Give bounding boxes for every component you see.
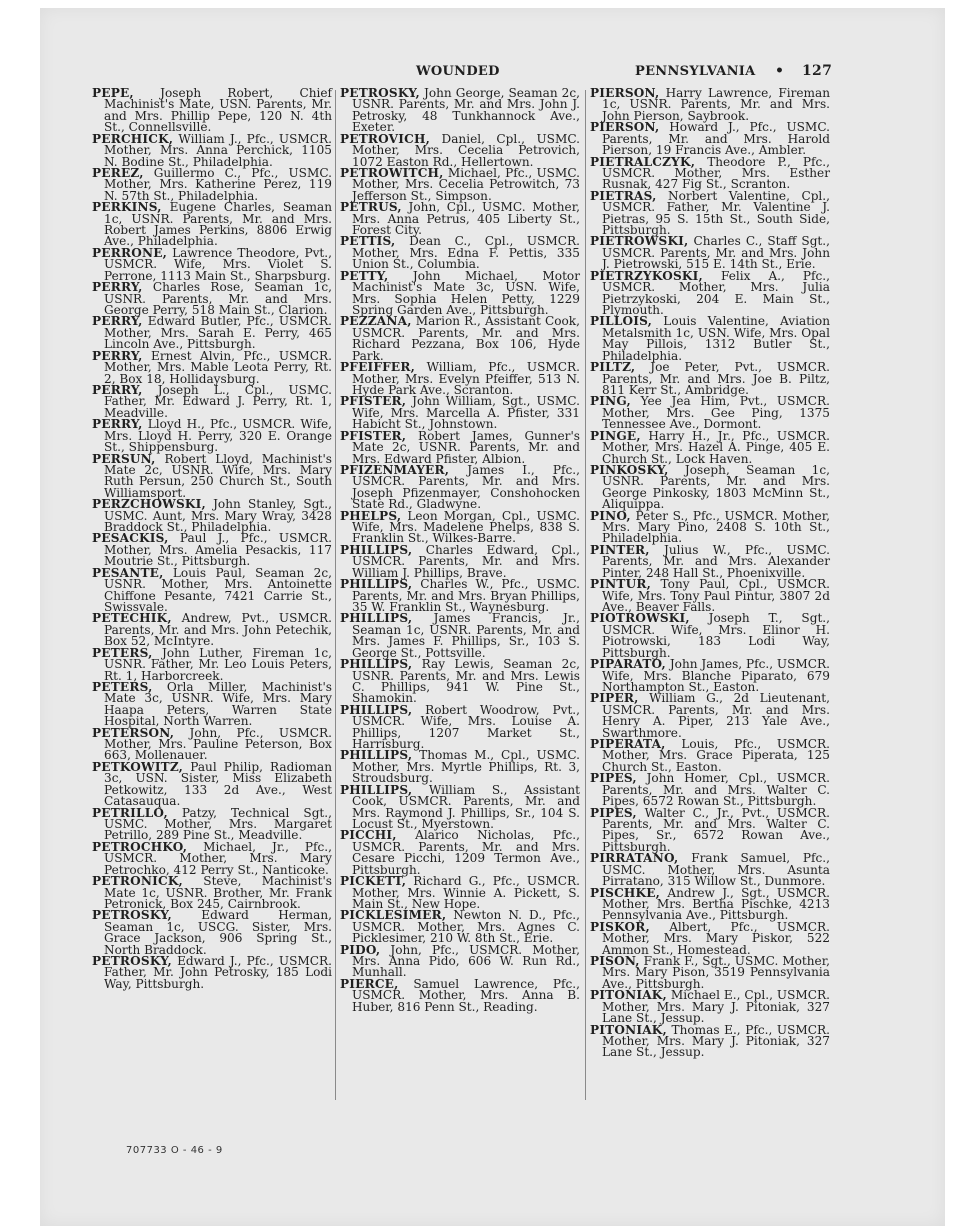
casualty-entry bbox=[590, 122, 830, 156]
entry-surname: PETTY, bbox=[340, 268, 389, 283]
casualty-entry bbox=[92, 88, 332, 134]
entry-surname: PETROSKY, bbox=[340, 86, 420, 100]
print-code: 707733 O - 46 - 9 bbox=[126, 1145, 223, 1156]
casualty-entry bbox=[590, 990, 830, 1024]
casualty-entry bbox=[340, 316, 580, 362]
entry-details: Michael E., Cpl., USMCR. Mother, Mrs. Mary J. Pitoniak, 327 Lane St., Jessup. bbox=[602, 988, 830, 1026]
entry-surname: PETROWITCH, bbox=[340, 165, 444, 180]
entry-surname: PETTIS, bbox=[340, 234, 396, 249]
entry-surname: PFISTER, bbox=[340, 394, 407, 409]
entry-surname: PETERS, bbox=[92, 679, 153, 694]
entry-surname: PIERSON, bbox=[590, 86, 660, 100]
casualty-entry bbox=[590, 956, 830, 990]
casualty-entry bbox=[590, 316, 830, 362]
casualty-entry bbox=[590, 462, 830, 512]
casualty-entry bbox=[340, 876, 580, 910]
entry-surname: PICKETT, bbox=[340, 874, 407, 889]
entry-details: William S., Assistant Cook, USMCR. Parents, Mr. and Mrs. Raymond J. Phillips, Sr., 104 S. Locust St., Myerstown. bbox=[352, 782, 580, 831]
entry-details: Newton N. D., Pfc., USMCR. Mother, Mrs. Agnes C. Picklesimer, 210 W. 8th St., Erie. bbox=[352, 908, 580, 946]
page-number: 127 bbox=[802, 63, 833, 79]
entry-surname: PIETRAS, bbox=[590, 188, 657, 203]
casualty-entry bbox=[92, 876, 332, 910]
entry-details: Charles W., Pfc., USMC. Parents, Mr. and Mrs. Bryan Phillips, 35 W. Franklin St., Waynesburg. bbox=[352, 577, 580, 614]
entry-surname: PIDO, bbox=[340, 942, 381, 957]
entry-details: Louis Paul, Seaman 2c, USNR. Mother, Mrs. Antoinette Chiffone Pesante, 7421 Carrie St., Swissvale. bbox=[104, 565, 332, 614]
casualty-entry bbox=[590, 188, 830, 238]
entry-surname: PIETRALCZYK, bbox=[590, 154, 696, 169]
casualty-entry bbox=[590, 579, 830, 613]
casualty-entry bbox=[340, 165, 580, 203]
entry-surname: PEPE, bbox=[92, 86, 134, 100]
entry-details: Joe Peter, Pvt., USMCR. Parents, Mr. and Mrs. Joe B. Piltz, 811 Kerr St., Ambridge. bbox=[602, 360, 830, 397]
column-2 bbox=[340, 88, 580, 1013]
entry-details: Frank Samuel, Pfc., USMC. Mother, Mrs. Asunta Pirratano, 315 Willow St., Dunmore. bbox=[602, 851, 830, 889]
section-title: WOUNDED bbox=[416, 64, 500, 79]
entry-surname: PINKOSKY, bbox=[590, 462, 669, 477]
entry-details: Ernest Alvin, Pfc., USMCR. Mother, Mrs. Mable Leota Perry, Rt. 2, Box 18, Hollidaysburg. bbox=[104, 348, 332, 386]
entry-details: John James, Pfc., USMCR. Wife, Mrs. Blanche Piparato, 679 Northampton St., Easton. bbox=[602, 657, 830, 694]
entry-surname: PHILLIPS, bbox=[340, 782, 413, 797]
entry-surname: PIOTROWSKI, bbox=[590, 611, 690, 626]
entry-details: Charles Rose, Seaman 1c, USNR. Parents, Mr. and Mrs. George Perry, 518 Main St., Clarion. bbox=[104, 280, 332, 318]
entry-details: Orla Miller, Machinist's Mate 3c, USNR. Wife, Mrs. Mary Haapa Peters, Warren State Hospital, North Warren. bbox=[104, 679, 332, 729]
casualty-entry bbox=[340, 542, 580, 580]
entry-details: John, Pfc., USMCR. Mother, Mrs. Pauline Peterson, Box 663, Mollenauer. bbox=[104, 725, 332, 763]
casualty-entry bbox=[340, 702, 580, 752]
entry-surname: PESANTE, bbox=[92, 565, 164, 580]
entry-surname: PERSUN, bbox=[92, 451, 156, 466]
casualty-entry bbox=[590, 428, 830, 466]
casualty-entry bbox=[92, 348, 332, 386]
casualty-entry bbox=[92, 419, 332, 453]
entry-details: Harry Lawrence, Fireman 1c, USNR. Parents, Mr. and Mrs. John Pierson, Saybrook. bbox=[602, 86, 830, 123]
casualty-entry bbox=[340, 236, 580, 270]
entry-surname: PICCHI, bbox=[340, 828, 397, 843]
entry-details: Frank F., Sgt., USMC. Mother, Mrs. Mary Pison, 3519 Pennsylvania Ave., Pittsburgh. bbox=[602, 954, 830, 991]
entry-details: Robert Lloyd, Machinist's Mate 2c, USNR. Wife, Mrs. Mary Ruth Persun, 250 Church St., South Williamsport. bbox=[104, 451, 332, 500]
entry-details: Paul J., Pfc., USMCR. Mother, Mrs. Amelia Pesackis, 117 Moutrie St., Pittsburgh. bbox=[104, 531, 332, 569]
state-title: PENNSYLVANIA bbox=[635, 64, 756, 79]
entry-details: John, Pfc., USMCR. Mother, Mrs. Anna Pido, 606 W. Run Rd., Munhall. bbox=[352, 942, 580, 980]
entry-surname: PFEIFFER, bbox=[340, 360, 416, 375]
entry-surname: PETERS, bbox=[92, 645, 153, 660]
entry-surname: PERCHICK, bbox=[92, 131, 174, 146]
casualty-entry bbox=[340, 782, 580, 831]
casualty-entry bbox=[340, 830, 580, 876]
casualty-entry bbox=[340, 362, 580, 396]
entry-surname: PESACKIS, bbox=[92, 531, 169, 546]
entry-details: John Luther, Fireman 1c, USNR. Father, Mr. Leo Louis Peters, Rt. 1, Harborcreek. bbox=[104, 645, 332, 683]
entry-surname: PISCHKE, bbox=[590, 885, 661, 900]
entry-surname: PIPERATA, bbox=[590, 737, 666, 752]
entry-details: Edward Herman, Seaman 1c, USCG. Sister, Mrs. Grace Jackson, 906 Spring St., North Braddock. bbox=[104, 908, 332, 957]
entry-details: John Stanley, Sgt., USMC. Aunt, Mrs. Mary Wray, 3428 Braddock St., Philadelphia. bbox=[104, 497, 332, 535]
casualty-entry bbox=[92, 565, 332, 614]
casualty-entry bbox=[92, 499, 332, 533]
entry-surname: PHILLIPS, bbox=[340, 657, 413, 672]
entry-details: Guillermo C., Pfc., USMC. Mother, Mrs. Katherine Perez, 119 N. 57th St., Philadelphia. bbox=[104, 165, 332, 203]
entry-details: Michael, Jr., Pfc., USMCR. Mother, Mrs. Mary Petrochko, 412 Perry St., Nanticoke. bbox=[104, 839, 332, 877]
entry-surname: PILLOIS, bbox=[590, 314, 653, 329]
entry-details: Richard G., Pfc., USMCR. Mother, Mrs. Winnie A. Pickett, S. Main St., New Hope. bbox=[352, 874, 580, 911]
entry-details: Joseph T., Sgt., USMCR. Wife, Mrs. Elinor H. Piotrowski, 183 Lodi Way, Pittsburgh. bbox=[602, 611, 830, 660]
entry-surname: PIPARATO, bbox=[590, 657, 666, 672]
entry-details: Joseph, Seaman 1c, USNR. Parents, Mr. and Mrs. George Pinkosky, 1803 McMinn St., Aliquippa. bbox=[602, 462, 830, 512]
entry-details: Harry H., Jr., Pfc., USMCR. Mother, Mrs. Hazel A. Pinge, 405 E. Church St., Lock Haven. bbox=[602, 428, 830, 466]
entry-details: Lawrence Theodore, Pvt., USMCR. Wife, Mrs. Violet S. Perrone, 1113 Main St., Sharpsburg. bbox=[104, 245, 332, 283]
casualty-entry bbox=[590, 362, 830, 396]
casualty-entry bbox=[590, 88, 830, 122]
entry-details: Ray Lewis, Seaman 2c, USNR. Parents, Mr. and Mrs. Lewis C. Phillips, 941 W. Pine St., Shamokin. bbox=[352, 657, 580, 706]
column-divider bbox=[335, 90, 336, 1100]
entry-details: Dean C., Cpl., USMCR. Mother, Mrs. Edna F. Pettis, 335 Union St., Columbia. bbox=[352, 234, 580, 272]
entry-surname: PILTZ, bbox=[590, 360, 636, 375]
entry-surname: PHELPS, bbox=[340, 508, 402, 523]
casualty-entry bbox=[92, 245, 332, 283]
entry-surname: PITONIAK, bbox=[590, 1022, 667, 1037]
casualty-entry bbox=[340, 579, 580, 613]
casualty-entry bbox=[92, 451, 332, 500]
entry-details: Tony Paul, Cpl., USMCR. Wife, Mrs. Tony Paul Pintur, 3807 2d Ave., Beaver Falls. bbox=[602, 577, 830, 614]
entry-surname: PIPES, bbox=[590, 805, 637, 820]
casualty-entry bbox=[340, 508, 580, 546]
casualty-entry bbox=[590, 1022, 830, 1060]
entry-details: Albert, Pfc., USMCR. Mother, Mrs. Mary Piskor, 522 Ammon St., Homestead. bbox=[602, 919, 830, 957]
header-bullet: • bbox=[775, 63, 785, 79]
entry-surname: PING, bbox=[590, 394, 631, 409]
entry-surname: PICKLESIMER, bbox=[340, 908, 447, 923]
casualty-entry bbox=[590, 885, 830, 923]
entry-details: Joseph Robert, Chief Machinist's Mate, USN. Parents, Mr. and Mrs. Phillip Pepe, 120 N. 4th St., Connellsville. bbox=[104, 86, 332, 135]
casualty-entry bbox=[340, 88, 580, 134]
entry-details: Joseph L., Cpl., USMC. Father, Mr. Edward J. Perry, Rt. 1, Meadville. bbox=[104, 382, 332, 420]
casualty-entry bbox=[340, 131, 580, 169]
casualty-entry bbox=[92, 613, 332, 647]
entry-surname: PIPER, bbox=[590, 691, 639, 706]
casualty-entry bbox=[92, 282, 332, 316]
entry-surname: PERRY, bbox=[92, 382, 143, 397]
entry-surname: PHILLIPS, bbox=[340, 611, 413, 626]
entry-details: Julius W., Pfc., USMC. Parents, Mr. and Mrs. Alexander Pinter, 248 Hall St., Phoenixville. bbox=[602, 542, 830, 580]
entry-details: Louis, Pfc., USMCR. Mother, Mrs. Grace Piperata, 125 Church St., Easton. bbox=[602, 737, 830, 774]
casualty-entry bbox=[590, 659, 830, 693]
casualty-entry bbox=[590, 396, 830, 430]
casualty-entry bbox=[590, 739, 830, 773]
entry-details: John, Cpl., USMC. Mother, Mrs. Anna Petrus, 405 Liberty St., Forest City. bbox=[352, 200, 580, 238]
entry-surname: PHILLIPS, bbox=[340, 577, 413, 592]
entry-details: Marion R., Assistant Cook, USMCR. Parents, Mr. and Mrs. Richard Pezzana, Box 106, Hyde Park. bbox=[352, 314, 580, 363]
entry-surname: PISON, bbox=[590, 954, 640, 969]
casualty-entry bbox=[92, 165, 332, 203]
entry-surname: PINTUR, bbox=[590, 577, 652, 592]
casualty-entry bbox=[340, 428, 580, 466]
column-divider bbox=[585, 90, 586, 1100]
entry-surname: PERRY, bbox=[92, 314, 143, 329]
casualty-entry bbox=[92, 910, 332, 956]
casualty-entry bbox=[92, 725, 332, 763]
entry-surname: PIPES, bbox=[590, 771, 637, 786]
casualty-entry bbox=[92, 202, 332, 248]
entry-surname: PERKINS, bbox=[92, 200, 162, 215]
casualty-entry bbox=[590, 268, 830, 318]
casualty-entry bbox=[340, 462, 580, 512]
entry-details: Charles C., Staff Sgt., USMCR. Parents, Mr. and Mrs. John J. Pietrowski, 515 E. 14th St., Erie. bbox=[602, 234, 830, 272]
casualty-entry bbox=[590, 613, 830, 659]
entry-details: Charles Edward, Cpl., USMCR. Parents, Mr. and Mrs. William J. Phillips, Brave. bbox=[352, 542, 580, 580]
entry-surname: PHILLIPS, bbox=[340, 542, 413, 557]
entry-details: Samuel Lawrence, Pfc., USMCR. Mother, Mrs. Anna B. Huber, 816 Penn St., Reading. bbox=[352, 976, 580, 1014]
column-3 bbox=[590, 88, 830, 1059]
document-page bbox=[40, 8, 945, 1226]
casualty-entry bbox=[92, 805, 332, 843]
entry-details: William G., 2d Lieutenant, USMCR. Parents, Mr. and Mrs. Henry A. Piper, 213 Yale Ave., Swarthmore. bbox=[602, 691, 830, 740]
entry-details: Paul Philip, Radioman 3c, USN. Sister, Miss Elizabeth Petkowitz, 133 2d Ave., West Catasauqua. bbox=[104, 759, 332, 809]
entry-details: James I., Pfc., USMCR. Parents, Mr. and Mrs. Joseph Pfizenmayer, Conshohocken State Rd., Gladwyne. bbox=[352, 462, 580, 512]
entry-details: Alarico Nicholas, Pfc., USMCR. Parents, Mr. and Mrs. Cesare Picchi, 1209 Termon Ave., Pittsburgh. bbox=[352, 828, 580, 877]
entry-surname: PIERSON, bbox=[590, 120, 660, 135]
entry-details: Steve, Machinist's Mate 1c, USNR. Brother, Mr. Frank Petronick, Box 245, Cairnbrook. bbox=[104, 874, 332, 911]
casualty-entry bbox=[92, 839, 332, 877]
entry-details: Eugene Charles, Seaman 1c, USNR. Parents, Mr. and Mrs. Robert James Perkins, 8806 Erwig Ave., Philadelphia. bbox=[104, 200, 332, 249]
entry-details: William, Pfc., USMCR. Mother, Mrs. Evelyn Pfeiffer, 513 N. Hyde Park Ave., Scranton. bbox=[352, 360, 580, 397]
entry-surname: PHILLIPS, bbox=[340, 748, 413, 763]
casualty-entry bbox=[340, 659, 580, 705]
entry-details: Louis Valentine, Aviation Metalsmith 1c, USN. Wife, Mrs. Opal May Pillois, 1312 Butler St., Philadelphia. bbox=[602, 314, 830, 363]
entry-details: John Michael, Motor Machinist's Mate 3c, USN. Wife, Mrs. Sophia Helen Petty, 1229 Spring Garden Ave., Pittsburgh. bbox=[352, 268, 580, 318]
entry-details: Norbert Valentine, Cpl., USMCR. Father, Mr. Valentine J. Pietras, 95 S. 15th St., South Side, Pittsburgh. bbox=[602, 188, 830, 238]
entry-details: Robert James, Gunner's Mate 2c, USNR. Parents, Mr. and Mrs. Edward Pfister, Albion. bbox=[352, 428, 580, 466]
entry-surname: PIETRZYKOSKI, bbox=[590, 268, 703, 283]
entry-surname: PERZCHOWSKI, bbox=[92, 497, 206, 512]
entry-details: William J., Pfc., USMCR. Mother, Mrs. Anna Perchick, 1105 N. Bodine St., Philadelphia. bbox=[104, 131, 332, 169]
entry-details: Lloyd H., Pfc., USMCR. Wife, Mrs. Lloyd H. Perry, 320 E. Orange St., Shippensburg. bbox=[104, 417, 332, 455]
casualty-entry bbox=[340, 613, 580, 659]
entry-surname: PETROCHKO, bbox=[92, 839, 188, 854]
casualty-entry bbox=[590, 919, 830, 957]
entry-surname: PIRRATANO, bbox=[590, 851, 679, 866]
entry-details: John Homer, Cpl., USMCR. Parents, Mr. and Mrs. Walter C. Pipes, 6572 Rowan St., Pittsburgh. bbox=[602, 771, 830, 809]
entry-details: Edward Butler, Pfc., USMCR. Mother, Mrs. Sarah E. Perry, 465 Lincoln Ave., Pittsburgh. bbox=[104, 314, 332, 352]
casualty-entry bbox=[590, 773, 830, 807]
entry-surname: PETKOWITZ, bbox=[92, 759, 184, 774]
casualty-entry bbox=[340, 268, 580, 318]
casualty-entry bbox=[340, 202, 580, 236]
entry-details: Thomas E., Pfc., USMCR. Mother, Mrs. Mary J. Pitoniak, 327 Lane St., Jessup. bbox=[602, 1022, 830, 1060]
entry-surname: PERRY, bbox=[92, 348, 143, 363]
page-header bbox=[40, 64, 945, 84]
entry-surname: PFIZENMAYER, bbox=[340, 462, 450, 477]
entry-surname: PINTER, bbox=[590, 542, 650, 557]
casualty-entry bbox=[340, 396, 580, 430]
casualty-entry bbox=[340, 976, 580, 1014]
entry-details: Andrew, Pvt., USMCR. Parents, Mr. and Mrs. John Petechik, Box 52, McIntyre. bbox=[104, 611, 332, 649]
entry-details: Patzy, Technical Sgt., USMC. Mother, Mrs. Margaret Petrillo, 289 Pine St., Meadville. bbox=[104, 805, 332, 843]
entry-details: John William, Sgt., USMC. Wife, Mrs. Marcella A. Pfister, 331 Habicht St., Johnstown. bbox=[352, 394, 580, 432]
entry-surname: PETECHIK, bbox=[92, 611, 172, 626]
entry-surname: PETRONICK, bbox=[92, 874, 183, 889]
entry-surname: PERRONE, bbox=[92, 245, 168, 260]
casualty-entry bbox=[590, 693, 830, 739]
entry-details: Walter C., Jr., Pvt., USMCR. Parents, Mr. and Mrs. Walter C. Pipes, Sr., 6572 Rowan Ave., Pittsburgh. bbox=[602, 805, 830, 854]
entry-surname: PIETROWSKI, bbox=[590, 234, 689, 249]
entry-details: John George, Seaman 2c, USNR. Parents, Mr. and Mrs. John J. Petrosky, 48 Tunkhannock Ave., Exeter. bbox=[352, 86, 580, 135]
casualty-entry bbox=[590, 853, 830, 887]
casualty-entry bbox=[590, 805, 830, 854]
entry-surname: PERRY, bbox=[92, 417, 143, 432]
entry-surname: PETRUS, bbox=[340, 200, 402, 215]
entry-surname: PISKOR, bbox=[590, 919, 650, 934]
entry-surname: PITONIAK, bbox=[590, 988, 667, 1003]
entry-surname: PEREZ, bbox=[92, 165, 144, 180]
entry-details: Thomas M., Cpl., USMC. Mother, Mrs. Myrtle Phillips, Rt. 3, Stroudsburg. bbox=[352, 748, 580, 786]
casualty-entry bbox=[92, 382, 332, 420]
casualty-entry bbox=[590, 236, 830, 270]
entry-details: Peter S., Pfc., USMCR. Mother, Mrs. Mary Pino, 2408 S. 10th St., Philadelphia. bbox=[602, 508, 830, 546]
entry-details: Leon Morgan, Cpl., USMC. Wife, Mrs. Madelene Phelps, 838 S. Franklin St., Wilkes-Barre. bbox=[352, 508, 580, 546]
casualty-entry bbox=[92, 645, 332, 683]
entry-surname: PETROSKY, bbox=[92, 954, 172, 969]
entry-surname: PETROVICH, bbox=[340, 131, 430, 146]
entry-details: Edward J., Pfc., USMCR. Father, Mr. John Petrosky, 185 Lodi Way, Pittsburgh. bbox=[104, 954, 332, 991]
entry-details: James Francis, Jr., Seaman 1c, USNR. Parents, Mr. and Mrs. James F. Phillips, Sr., 103 S. George St., Pottsville. bbox=[352, 611, 580, 660]
entry-surname: PERRY, bbox=[92, 280, 143, 295]
entry-surname: PETROSKY, bbox=[92, 908, 172, 923]
entry-surname: PETERSON, bbox=[92, 725, 175, 740]
entry-surname: PEZZANA, bbox=[340, 314, 412, 329]
entry-details: Daniel, Cpl., USMC. Mother, Mrs. Cecelia Petrovich, 1072 Easton Rd., Hellertown. bbox=[352, 131, 580, 169]
entry-details: Michael, Pfc., USMC. Mother, Mrs. Cecelia Petrowitch, 73 Jefferson St., Simpson. bbox=[352, 165, 580, 203]
casualty-entry bbox=[340, 942, 580, 980]
entry-details: Yee Jea Him, Pvt., USMCR. Mother, Mrs. Gee Ping, 1375 Tennessee Ave., Dormont. bbox=[602, 394, 830, 432]
casualty-entry bbox=[340, 910, 580, 944]
casualty-entry bbox=[92, 679, 332, 729]
entry-surname: PETRILLO, bbox=[92, 805, 168, 820]
entry-surname: PINO, bbox=[590, 508, 631, 523]
casualty-entry bbox=[92, 131, 332, 169]
column-1 bbox=[92, 88, 332, 990]
casualty-entry bbox=[590, 154, 830, 192]
entry-details: Robert Woodrow, Pvt., USMCR. Wife, Mrs. Louise A. Phillips, 1207 Market St., Harrisburg. bbox=[352, 702, 580, 752]
entry-surname: PINGE, bbox=[590, 428, 641, 443]
entry-surname: PIERCE, bbox=[340, 976, 399, 991]
entry-surname: PFISTER, bbox=[340, 428, 407, 443]
entry-details: Howard J., Pfc., USMC. Parents, Mr. and Mrs. Harold Pierson, 19 Francis Ave., Ambler. bbox=[602, 120, 830, 158]
entry-details: Theodore P., Pfc., USMCR. Mother, Mrs. Esther Rusnak, 427 Fig St., Scranton. bbox=[602, 154, 830, 192]
entry-details: Felix A., Pfc., USMCR. Mother, Mrs. Julia Pietrzykoski, 204 E. Main St., Plymouth. bbox=[602, 268, 830, 318]
entry-surname: PHILLIPS, bbox=[340, 702, 413, 717]
casualty-entry bbox=[92, 316, 332, 350]
casualty-entry bbox=[92, 533, 332, 567]
casualty-entry bbox=[590, 508, 830, 546]
casualty-entry bbox=[92, 759, 332, 809]
casualty-entry bbox=[92, 956, 332, 990]
casualty-entry bbox=[590, 542, 830, 580]
entry-details: Andrew J., Sgt., USMCR. Mother, Mrs. Bertha Pischke, 4213 Pennsylvania Ave., Pittsburgh. bbox=[602, 885, 830, 923]
casualty-entry bbox=[340, 750, 580, 784]
